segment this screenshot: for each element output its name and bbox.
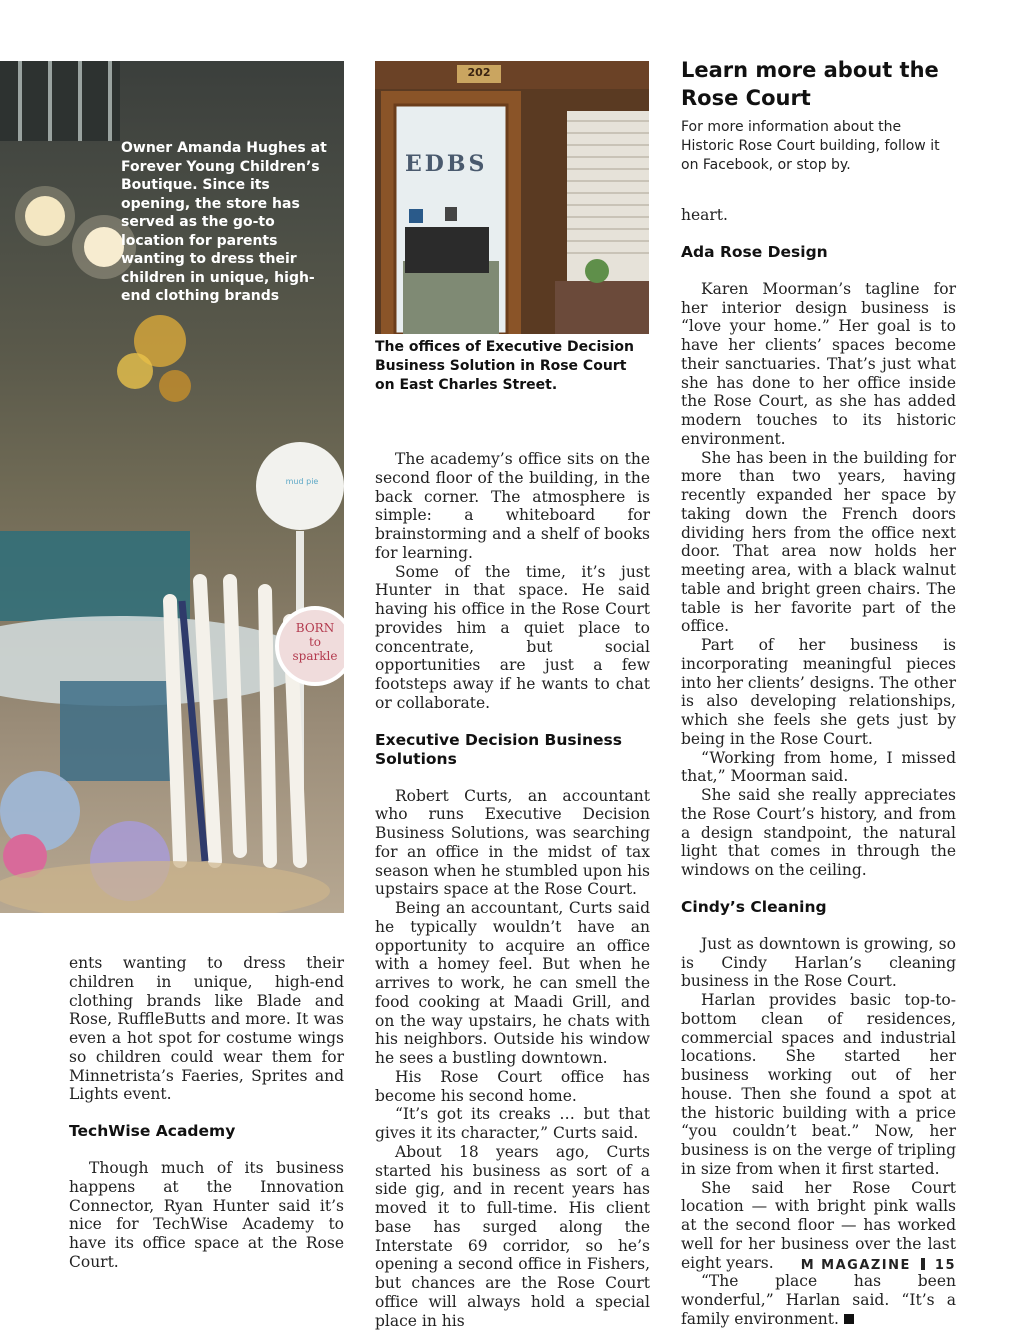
born-to-sparkle-sign: BORN to sparkle bbox=[292, 621, 338, 663]
paragraph: About 18 years ago, Curts started his business as sort of a side gig, and in recent years has moved it to full-time. His client base has surged along the Interstate 69 corridor, so he’s opening a second office in Fishers, but chances are the Rose Court office will always hold a special place in his bbox=[375, 1142, 650, 1330]
end-of-article-mark bbox=[844, 1314, 854, 1324]
article-column-2 bbox=[375, 450, 650, 1330]
paragraph: Just as downtown is growing, so is Cindy Harlan’s cleaning business in the Rose Court. bbox=[681, 934, 956, 991]
paragraph: Being an accountant, Curts said he typically wouldn’t have an opportunity to acquire an office with a homey feel. But when he arrives to work, he can smell the food cooking at Maadi Grill, and on the way upstairs, he chats with his neighbors. Outside his window he sees a bustling downtown. bbox=[375, 899, 650, 1067]
office-scene bbox=[375, 61, 649, 334]
section-heading-ada-rose-design: Ada Rose Design bbox=[681, 242, 828, 261]
paragraph: ents wanting to dress their children in unique, high-end clothing brands like Blade and Rose, RuffleButts and more. It was even a hot spot for costume wings so children could wear them for Minnetrista’s Faeries, Sprites and Lights event. bbox=[69, 954, 344, 1104]
paragraph: Harlan provides basic top-to-bottom clean of residences, commercial spaces and industrial locations. She started her business working out of her house. Then she found a spot at the historic building with a price “you couldn’t beat.” Now, her business is on the verge of tripling in size from when it first started. bbox=[681, 991, 956, 1178]
section-heading-techwise: TechWise Academy bbox=[69, 1122, 236, 1140]
office-photo-caption: The offices of Executive Decision Business Solution in Rose Court on East Charles Street. bbox=[375, 339, 634, 393]
boutique-tag-label: mud pie bbox=[285, 477, 319, 486]
paragraph: Though much of its business happens at the Innovation Connector, Ryan Hunter said it’s nice for TechWise Academy to have its office space at the Rose Court. bbox=[69, 1159, 344, 1271]
office-photo bbox=[375, 61, 649, 334]
paragraph: Part of her business is incorporating meaningful pieces into her clients’ designs. The other is also developing relationships, which she feels she gets just by being in the Rose Court. bbox=[681, 636, 956, 748]
page-number: 15 bbox=[934, 1258, 956, 1273]
paragraph: The academy’s office sits on the second floor of the building, in the back corner. The atmosphere is simple: a whiteboard for brainstorming and a shelf of books for learning. bbox=[375, 450, 650, 562]
magazine-name: M MAGAZINE bbox=[800, 1258, 911, 1273]
paragraph-final bbox=[681, 1272, 956, 1328]
boutique-photo-caption: Owner Amanda Hughes at Forever Young Children’s Boutique. Since its opening, the store has served as the go-to location for parents wanting to dress their children in unique, high-end clothing brands bbox=[121, 140, 327, 304]
paragraph: She has been in the building for more than two years, having recently expanded her space by taking down the French doors dividing hers from the office next door. That area now holds her meeting area, with a black walnut table and bright green chairs. The table is her favorite part of the office. bbox=[681, 448, 956, 636]
section-heading-executive-decision: Executive Decision Business Solutions bbox=[375, 730, 622, 768]
sidebar-title: Learn more about the Rose Court bbox=[681, 58, 939, 110]
article-column-1 bbox=[69, 954, 344, 1272]
page-footer bbox=[801, 1258, 956, 1273]
section-heading-cindys-cleaning: Cindy’s Cleaning bbox=[681, 897, 827, 916]
paragraph: She said she really appreciates the Rose Court’s history, and from a design standpoint, the natural light that comes in through the windows on the ceiling. bbox=[681, 786, 956, 879]
paragraph: Karen Moorman’s tagline for her interior design business is “love your home.” Her goal is to have her clients’ spaces become their sanctuaries. That’s just what she has done to her office inside the Rose Court, as she has added modern touches to its historic environment. bbox=[681, 279, 956, 448]
sidebar-body: For more information about the Historic Rose Court building, follow it on Facebook, or stop by. bbox=[681, 119, 940, 173]
office-room-number: 202 bbox=[467, 66, 491, 79]
paragraph: “It’s got its creaks … but that gives it its character,” Curts said. bbox=[375, 1105, 650, 1142]
footer-separator bbox=[921, 1258, 925, 1270]
paragraph: Some of the time, it’s just Hunter in that space. He said having his office in the Rose Court provides him a quiet place to concentrate, but social opportunities are just a few footsteps away if he wants to chat or collaborate. bbox=[375, 562, 650, 712]
paragraph: She said her Rose Court location — with bright pink walls at the second floor — has worked well for her business over the last eight years. bbox=[681, 1178, 956, 1272]
office-door-sign: EDBS bbox=[405, 151, 488, 177]
final-text: “The place has been wonderful,” Harlan said. “It’s a family environment. bbox=[681, 1272, 956, 1328]
paragraph: His Rose Court office has become his second home. bbox=[375, 1067, 650, 1105]
article-column-3 bbox=[681, 206, 956, 1329]
paragraph: “Working from home, I missed that,” Moorman said. bbox=[681, 748, 956, 786]
paragraph: Robert Curts, an accountant who runs Executive Decision Business Solutions, was searching for an office in the midst of tax season when he stumbled upon his upstairs space at the Rose Court. bbox=[375, 786, 650, 899]
boutique-photo bbox=[0, 61, 344, 913]
paragraph: heart. bbox=[681, 206, 728, 224]
